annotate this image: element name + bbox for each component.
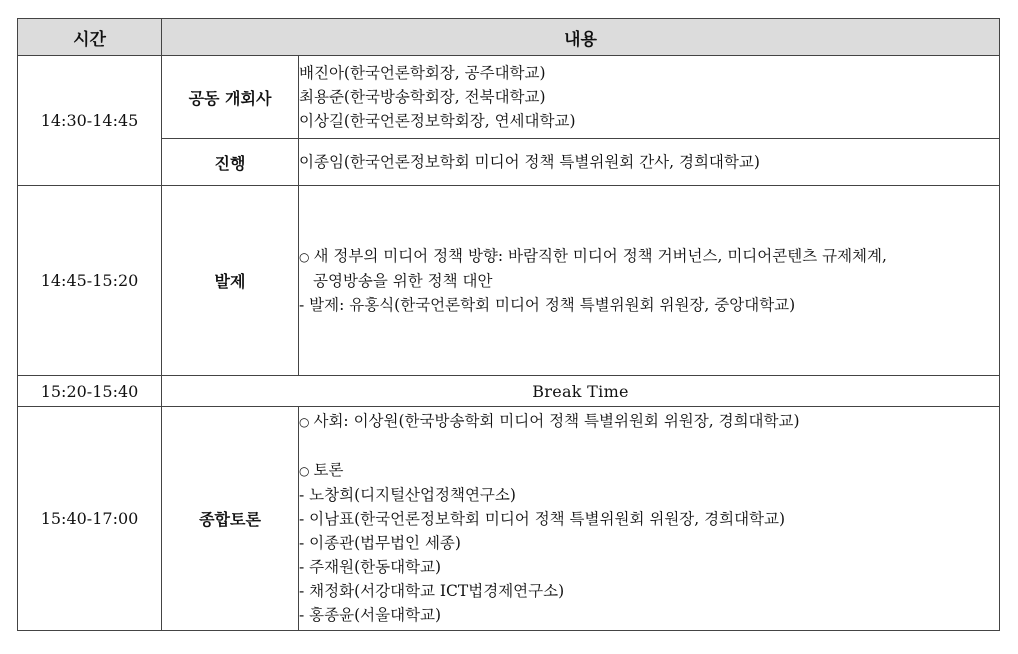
panelist: - 주재원(한동대학교) (299, 558, 442, 576)
header-time: 시간 (18, 19, 162, 56)
discussion-row (18, 407, 1000, 631)
panelist: - 이남표(한국언론정보학회 미디어 정책 특별위원회 위원장, 경희대학교) (299, 510, 786, 528)
bullet-circle-icon: ○ (299, 464, 310, 478)
header-row (18, 19, 1000, 56)
discussion-label: 종합토론 (162, 407, 299, 631)
break-row (18, 376, 1000, 407)
opening-speaker: 최용준(한국방송학회장, 전북대학교) (299, 88, 546, 106)
opening-row (18, 56, 1000, 139)
discussion-time: 15:40-17:00 (18, 407, 162, 631)
schedule-table (17, 18, 1000, 631)
break-time: 15:20-15:40 (18, 376, 162, 407)
header-content: 내용 (162, 19, 1000, 56)
presentation-time: 14:45-15:20 (18, 186, 162, 376)
opening-content (299, 56, 1000, 139)
moderator-content: 이종임(한국언론정보학회 미디어 정책 특별위원회 간사, 경희대학교) (299, 139, 1000, 186)
presentation-row (18, 186, 1000, 376)
opening-time: 14:30-14:45 (18, 56, 162, 186)
bullet-circle-icon: ○ (299, 250, 310, 264)
moderator-row (18, 139, 1000, 186)
presentation-content (299, 186, 1000, 376)
break-label: Break Time (162, 376, 1000, 407)
panelist: - 홍종윤(서울대학교) (299, 606, 442, 624)
opening-speaker: 이상길(한국언론정보학회장, 연세대학교) (299, 112, 576, 130)
discussion-content (299, 407, 1000, 631)
spacer (299, 434, 999, 458)
presentation-presenter: - 발제: 유홍식(한국언론학회 미디어 정책 특별위원회 위원장, 중앙대학교) (299, 296, 796, 314)
panelist: - 이종관(법무법인 세종) (299, 534, 461, 552)
opening-label: 공동 개회사 (162, 56, 299, 139)
panelist: - 채정화(서강대학교 ICT법경제연구소) (299, 582, 565, 600)
discussion-panel-title: ○ 토론 (299, 461, 344, 479)
panelist: - 노창희(디지털산업정책연구소) (299, 486, 516, 504)
presentation-topic-cont: 공영방송을 위한 정책 대안 (313, 272, 493, 290)
moderator-label: 진행 (162, 139, 299, 186)
presentation-label: 발제 (162, 186, 299, 376)
bullet-circle-icon: ○ (299, 415, 310, 429)
presentation-topic: ○ 새 정부의 미디어 정책 방향: 바람직한 미디어 정책 거버넌스, 미디어콘텐츠 규제체계, (299, 247, 887, 265)
discussion-chair: ○ 사회: 이상원(한국방송학회 미디어 정책 특별위원회 위원장, 경희대학교) (299, 412, 800, 430)
opening-speaker: 배진아(한국언론학회장, 공주대학교) (299, 64, 546, 82)
